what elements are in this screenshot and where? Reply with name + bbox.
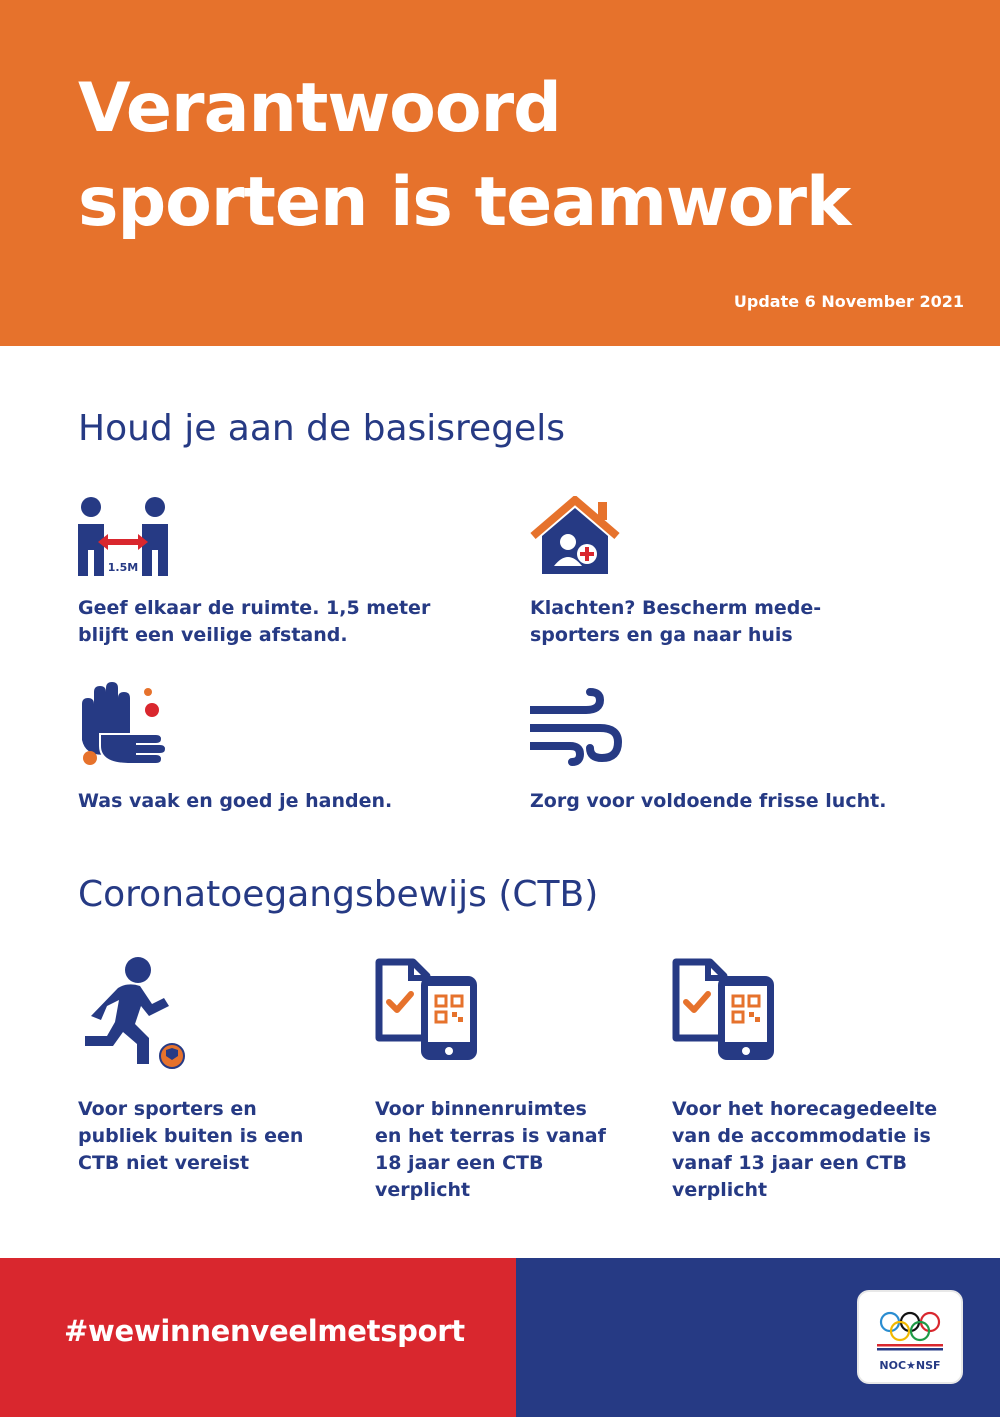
rule-distance-text: Geef elkaar de ruimte. 1,5 meter blijft een veilige afstand. <box>78 597 431 646</box>
logo-text: NOC★NSF <box>879 1359 941 1372</box>
rule-handwash-text: Was vaak en goed je handen. <box>78 790 393 812</box>
hand-wash-icon <box>78 680 168 770</box>
wind-icon <box>530 688 622 768</box>
page-title <box>78 62 850 250</box>
title-line-2: sporten is teamwork <box>78 163 851 242</box>
distance-label: 1.5M <box>107 561 139 574</box>
distance-icon <box>78 496 170 578</box>
hashtag: #wewinnenveelmetsport <box>64 1314 465 1348</box>
section-title-basisregels: Houd je aan de basisregels <box>78 408 565 449</box>
title-line-1: Verantwoord <box>78 69 561 148</box>
rule-ventilation-text: Zorg voor voldoende frisse lucht. <box>530 790 887 812</box>
noc-nsf-logo <box>857 1290 963 1384</box>
section-title-ctb: Coronatoegangsbewijs (CTB) <box>78 874 599 915</box>
olympic-rings-icon <box>859 1300 961 1360</box>
ctb-outdoor-text: Voor sporters en publiek buiten is een CTB niet vereist <box>78 1098 304 1174</box>
qr-phone-icon <box>375 958 480 1063</box>
home-icon <box>530 496 620 576</box>
ctb-horeca-text: Voor het horecagedeelte van de accommodatie is vanaf 13 jaar een CTB verplicht <box>672 1098 938 1201</box>
soccer-player-icon <box>78 956 188 1071</box>
qr-phone-icon <box>672 958 777 1063</box>
rule-symptoms-text: Klachten? Bescherm mede- sporters en ga naar huis <box>530 597 822 646</box>
update-date: Update 6 November 2021 <box>733 292 964 311</box>
header-banner <box>0 0 1000 346</box>
ctb-indoor-text: Voor binnenruimtes en het terras is vanaf 18 jaar een CTB verplicht <box>375 1098 606 1201</box>
